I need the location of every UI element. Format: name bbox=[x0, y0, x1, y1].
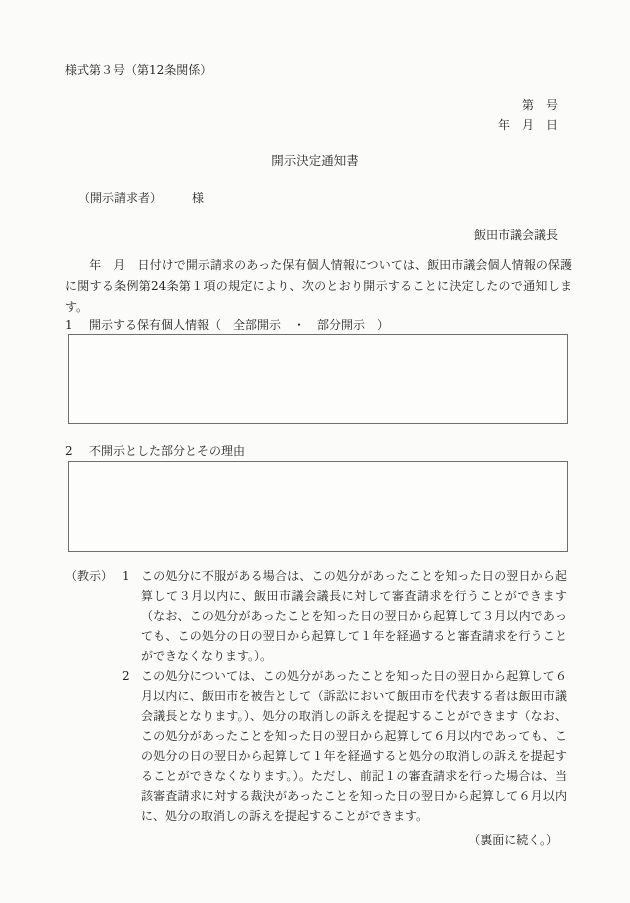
document-number-line: 第 号 bbox=[521, 98, 558, 112]
kyoji-item-2-text: この処分については、この処分があったことを知った日の翌日から起算して６月以内に、飯田市を被告として（訴訟において飯田市を代表する者は飯田市議会議長となります。）、処分の取消しの訴えを提起することができます（なお、この処分があったことを知った日の翌日から起算して６月以内であっても、この処分の日の翌日から起算して１年を経過すると処分の取消しの訴えを提起することができなくなります。）。ただし、前記１の審査請求を行った場合は、当該審査請求に対する裁決があったことを知った日の翌日から起算して６月以内に、処分の取消しの訴えを提起することができます。 bbox=[141, 669, 567, 823]
kyoji-item-1-number: 1 bbox=[122, 569, 130, 583]
form-number: 様式第３号（第12条関係） bbox=[65, 63, 213, 77]
page-title: 開示決定通知書 bbox=[271, 153, 359, 168]
kyoji-item-1 bbox=[122, 566, 567, 666]
date-line: 年 月 日 bbox=[497, 118, 558, 132]
section-1-number: 1 bbox=[65, 318, 73, 332]
continues-on-back-note: （裏面に続く。） bbox=[468, 833, 558, 847]
section-2-heading bbox=[65, 442, 245, 461]
kyoji-item-list bbox=[122, 566, 567, 826]
sender-name: 飯田市議会議長 bbox=[473, 228, 558, 242]
kyoji-item-2-number: 2 bbox=[122, 669, 130, 683]
appeal-instructions bbox=[65, 566, 567, 826]
nondisclosed-part-reason-box bbox=[68, 461, 568, 552]
section-1-title: 開示する保有個人情報（ 全部開示 ・ 部分開示 ） bbox=[89, 318, 390, 332]
section-2-number: 2 bbox=[65, 444, 73, 458]
disclosed-personal-info-box bbox=[68, 334, 568, 424]
addressee-line: （開示請求者） 様 bbox=[78, 191, 205, 205]
kyoji-item-1-text: この処分に不服がある場合は、この処分があったことを知った日の翌日から起算して３月以内に、飯田市議会議長に対して審査請求を行うことができます（なお、この処分があったことを知った日の翌日から起算して３月以内であっても、この処分の日の翌日から起算して１年を経過すると審査請求を行うことができなくなります。）。 bbox=[141, 569, 567, 663]
section-1-heading bbox=[65, 316, 389, 335]
section-2-title: 不開示とした部分とその理由 bbox=[89, 444, 246, 458]
notification-paragraph: 年 月 日付けで開示請求のあった保有個人情報については、飯田市議会個人情報の保護に関する条例第24条第１項の規定により、次のとおり開示することに決定したので通知します。 bbox=[65, 258, 572, 314]
kyoji-label: （教示） bbox=[65, 569, 114, 583]
kyoji-item-2 bbox=[122, 666, 567, 826]
